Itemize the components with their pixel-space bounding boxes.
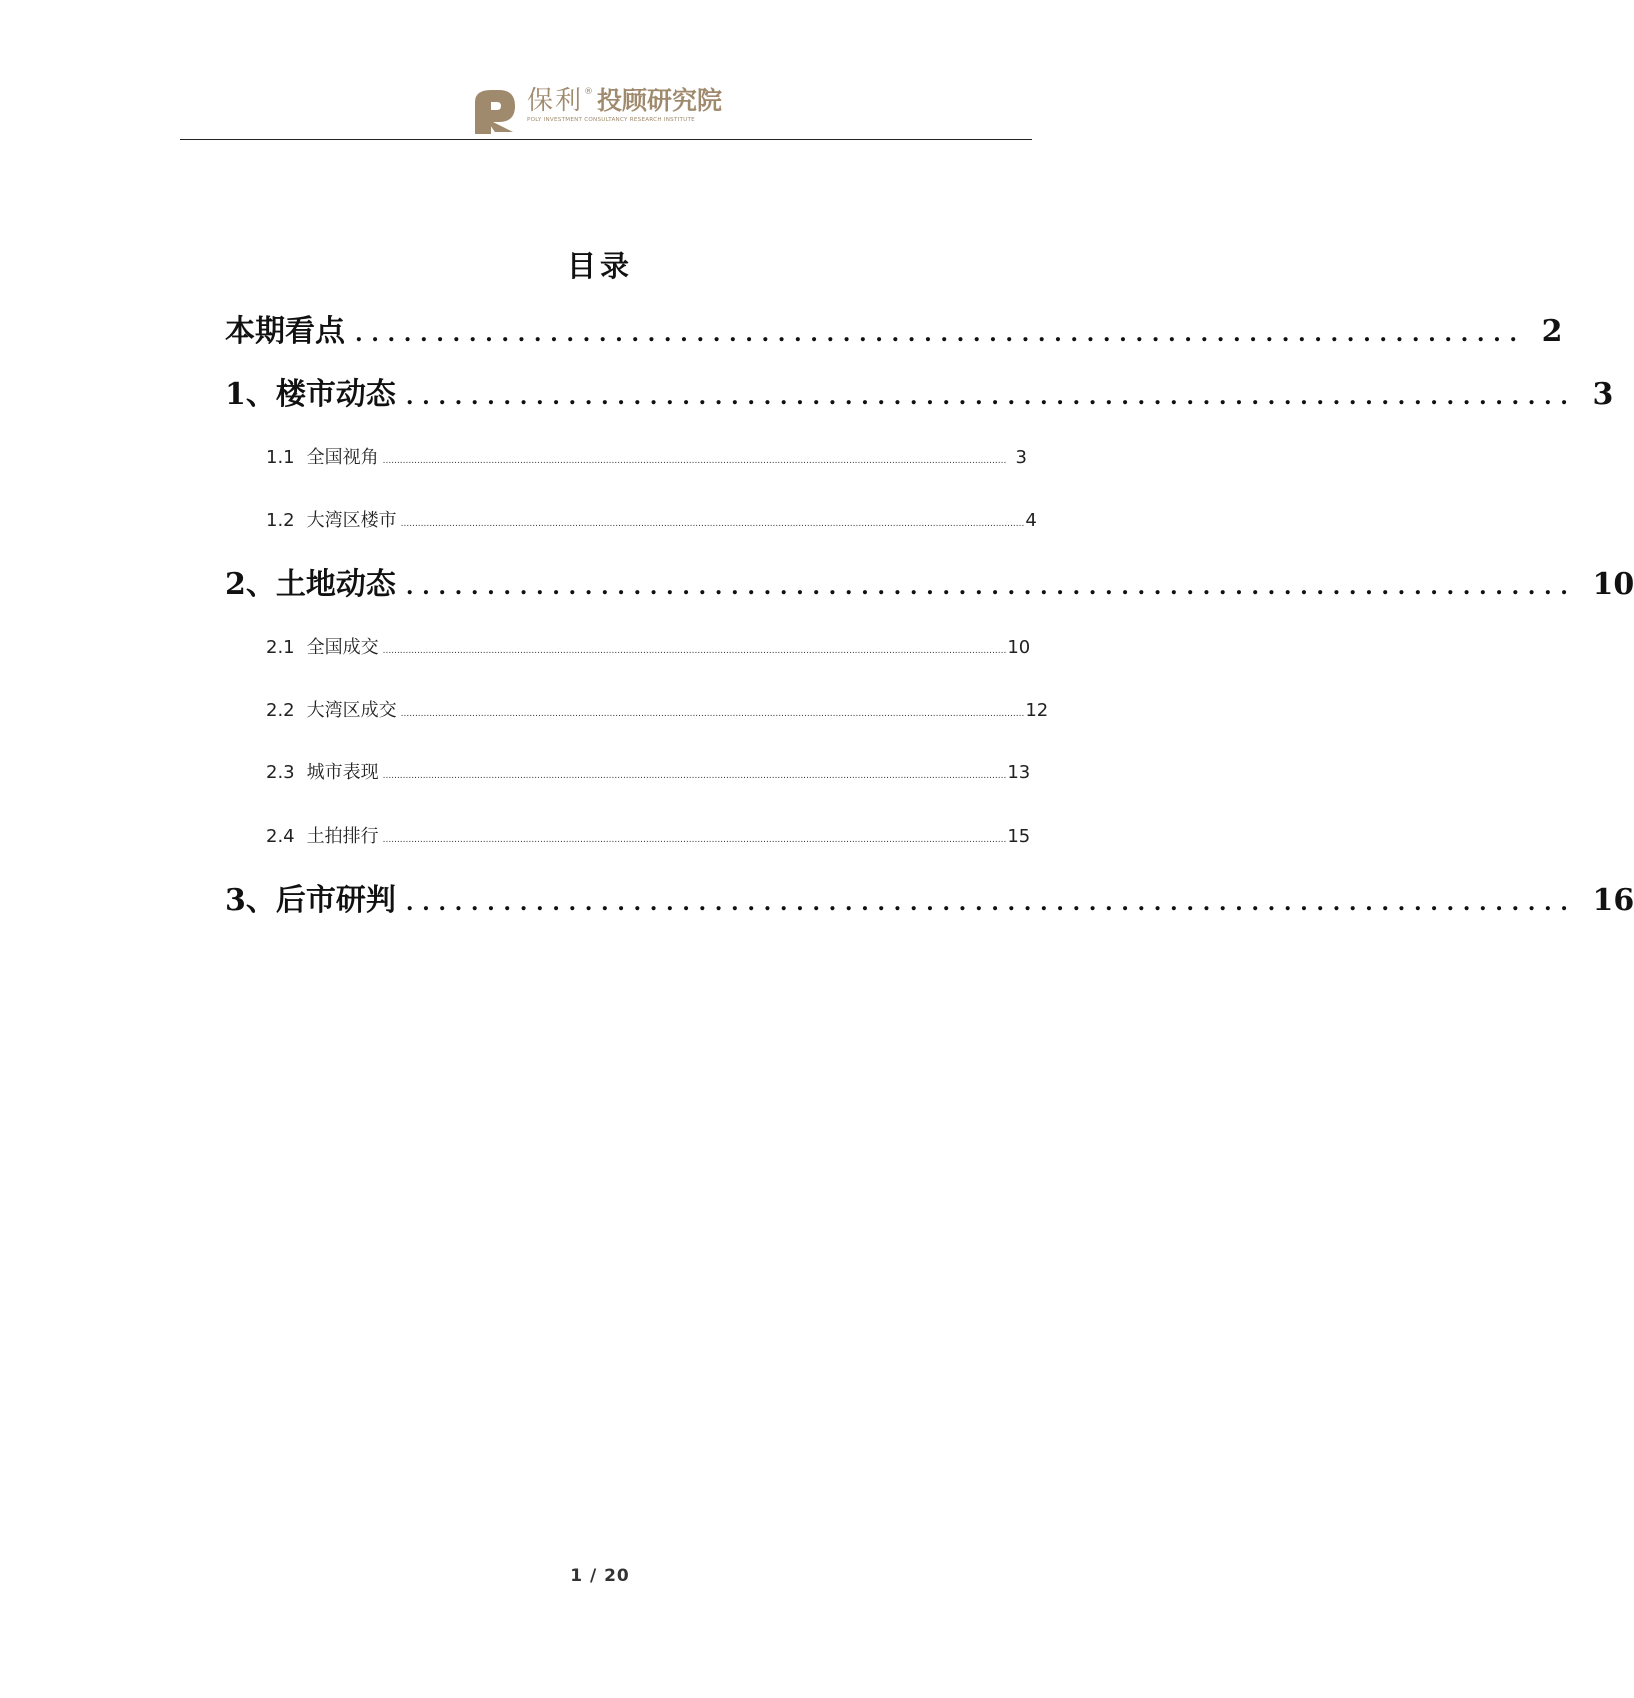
toc-leader-dots: .......................................................................................................................................................................................................................... bbox=[382, 835, 1007, 845]
brand-name-english: POLY INVESTMENT CONSULTANCY RESEARCH INSTITUTE bbox=[527, 117, 695, 123]
toc-entry-section-3[interactable] bbox=[225, 875, 1634, 919]
page-header bbox=[180, 82, 1032, 140]
toc-entry-label: 3、后市研判 bbox=[225, 883, 396, 918]
toc-entry-page: 3 bbox=[1592, 377, 1614, 412]
toc-entry-page: 13 bbox=[1007, 762, 1031, 783]
toc-entry-page: 12 bbox=[1025, 700, 1049, 721]
toc-entry-page: 15 bbox=[1007, 826, 1031, 847]
toc-entry-page: 10 bbox=[1007, 637, 1031, 658]
toc-entry-label: 大湾区成交 bbox=[306, 700, 397, 721]
toc-leader-dots: .......................................................................................................................................................................................................................... bbox=[400, 519, 1025, 529]
toc-entry-number: 2.3 bbox=[266, 762, 295, 783]
toc-entry-page: 2 bbox=[1541, 314, 1563, 349]
toc-entry-page: 16 bbox=[1592, 883, 1634, 918]
toc-entry-2-3[interactable] bbox=[266, 758, 1031, 784]
registered-mark: ® bbox=[584, 87, 594, 97]
header-divider bbox=[180, 139, 1032, 140]
toc-entry-page: 3 bbox=[1015, 447, 1027, 468]
brand-logo bbox=[473, 88, 722, 136]
toc-entry-1-2[interactable] bbox=[266, 506, 1037, 532]
toc-entry-label: 本期看点 bbox=[225, 314, 345, 349]
toc-entry-label: 2、土地动态 bbox=[225, 567, 396, 602]
toc-leader-dots: ........................................................................ bbox=[405, 574, 1577, 600]
toc-entry-label: 1、楼市动态 bbox=[225, 377, 396, 412]
toc-entry-1-1[interactable] bbox=[266, 443, 1027, 469]
toc-leader-dots: .......................................................................................................................................................................................................................... bbox=[382, 646, 1007, 656]
toc-entry-label: 全国成交 bbox=[306, 637, 379, 658]
toc-leader-dots: .......................................................................................................................................................................................................................... bbox=[400, 709, 1025, 719]
toc-entry-section-1[interactable] bbox=[225, 369, 1614, 413]
toc-leader-dots: .......................................................................................................................................................................................................................... bbox=[382, 456, 1007, 466]
toc-leader-dots: ........................................................................ bbox=[405, 890, 1577, 916]
toc-entry-label: 土拍排行 bbox=[306, 826, 379, 847]
toc-entry-number: 1.2 bbox=[266, 510, 295, 531]
toc-title: 目录 bbox=[566, 249, 633, 283]
toc-entry-page: 4 bbox=[1025, 510, 1037, 531]
brand-name-secondary: 投顾研究院 bbox=[597, 86, 723, 115]
toc-entry-2-1[interactable] bbox=[266, 633, 1031, 659]
page-number-indicator: 1 / 20 bbox=[570, 1566, 630, 1586]
toc-entry-number: 1.1 bbox=[266, 447, 295, 468]
toc-entry-number: 2.2 bbox=[266, 700, 295, 721]
toc-leader-dots: .......................................................................................................................................................................................................................... bbox=[382, 771, 1007, 781]
toc-entry-label: 全国视角 bbox=[306, 447, 379, 468]
poly-logo-icon bbox=[473, 88, 517, 136]
toc-entry-number: 2.4 bbox=[266, 826, 295, 847]
toc-entry-highlights[interactable] bbox=[225, 306, 1563, 350]
toc-entry-page: 10 bbox=[1592, 567, 1634, 602]
toc-entry-2-4[interactable] bbox=[266, 822, 1031, 848]
toc-leader-dots: ........................................................................ bbox=[405, 384, 1577, 410]
toc-entry-label: 大湾区楼市 bbox=[306, 510, 397, 531]
toc-entry-number: 2.1 bbox=[266, 637, 295, 658]
toc-leader-dots: ........................................................................ bbox=[355, 321, 1526, 347]
toc-entry-label: 城市表现 bbox=[306, 762, 379, 783]
toc-entry-2-2[interactable] bbox=[266, 696, 1049, 722]
toc-entry-section-2[interactable] bbox=[225, 559, 1634, 603]
brand-name-primary: 保利 bbox=[527, 86, 584, 116]
